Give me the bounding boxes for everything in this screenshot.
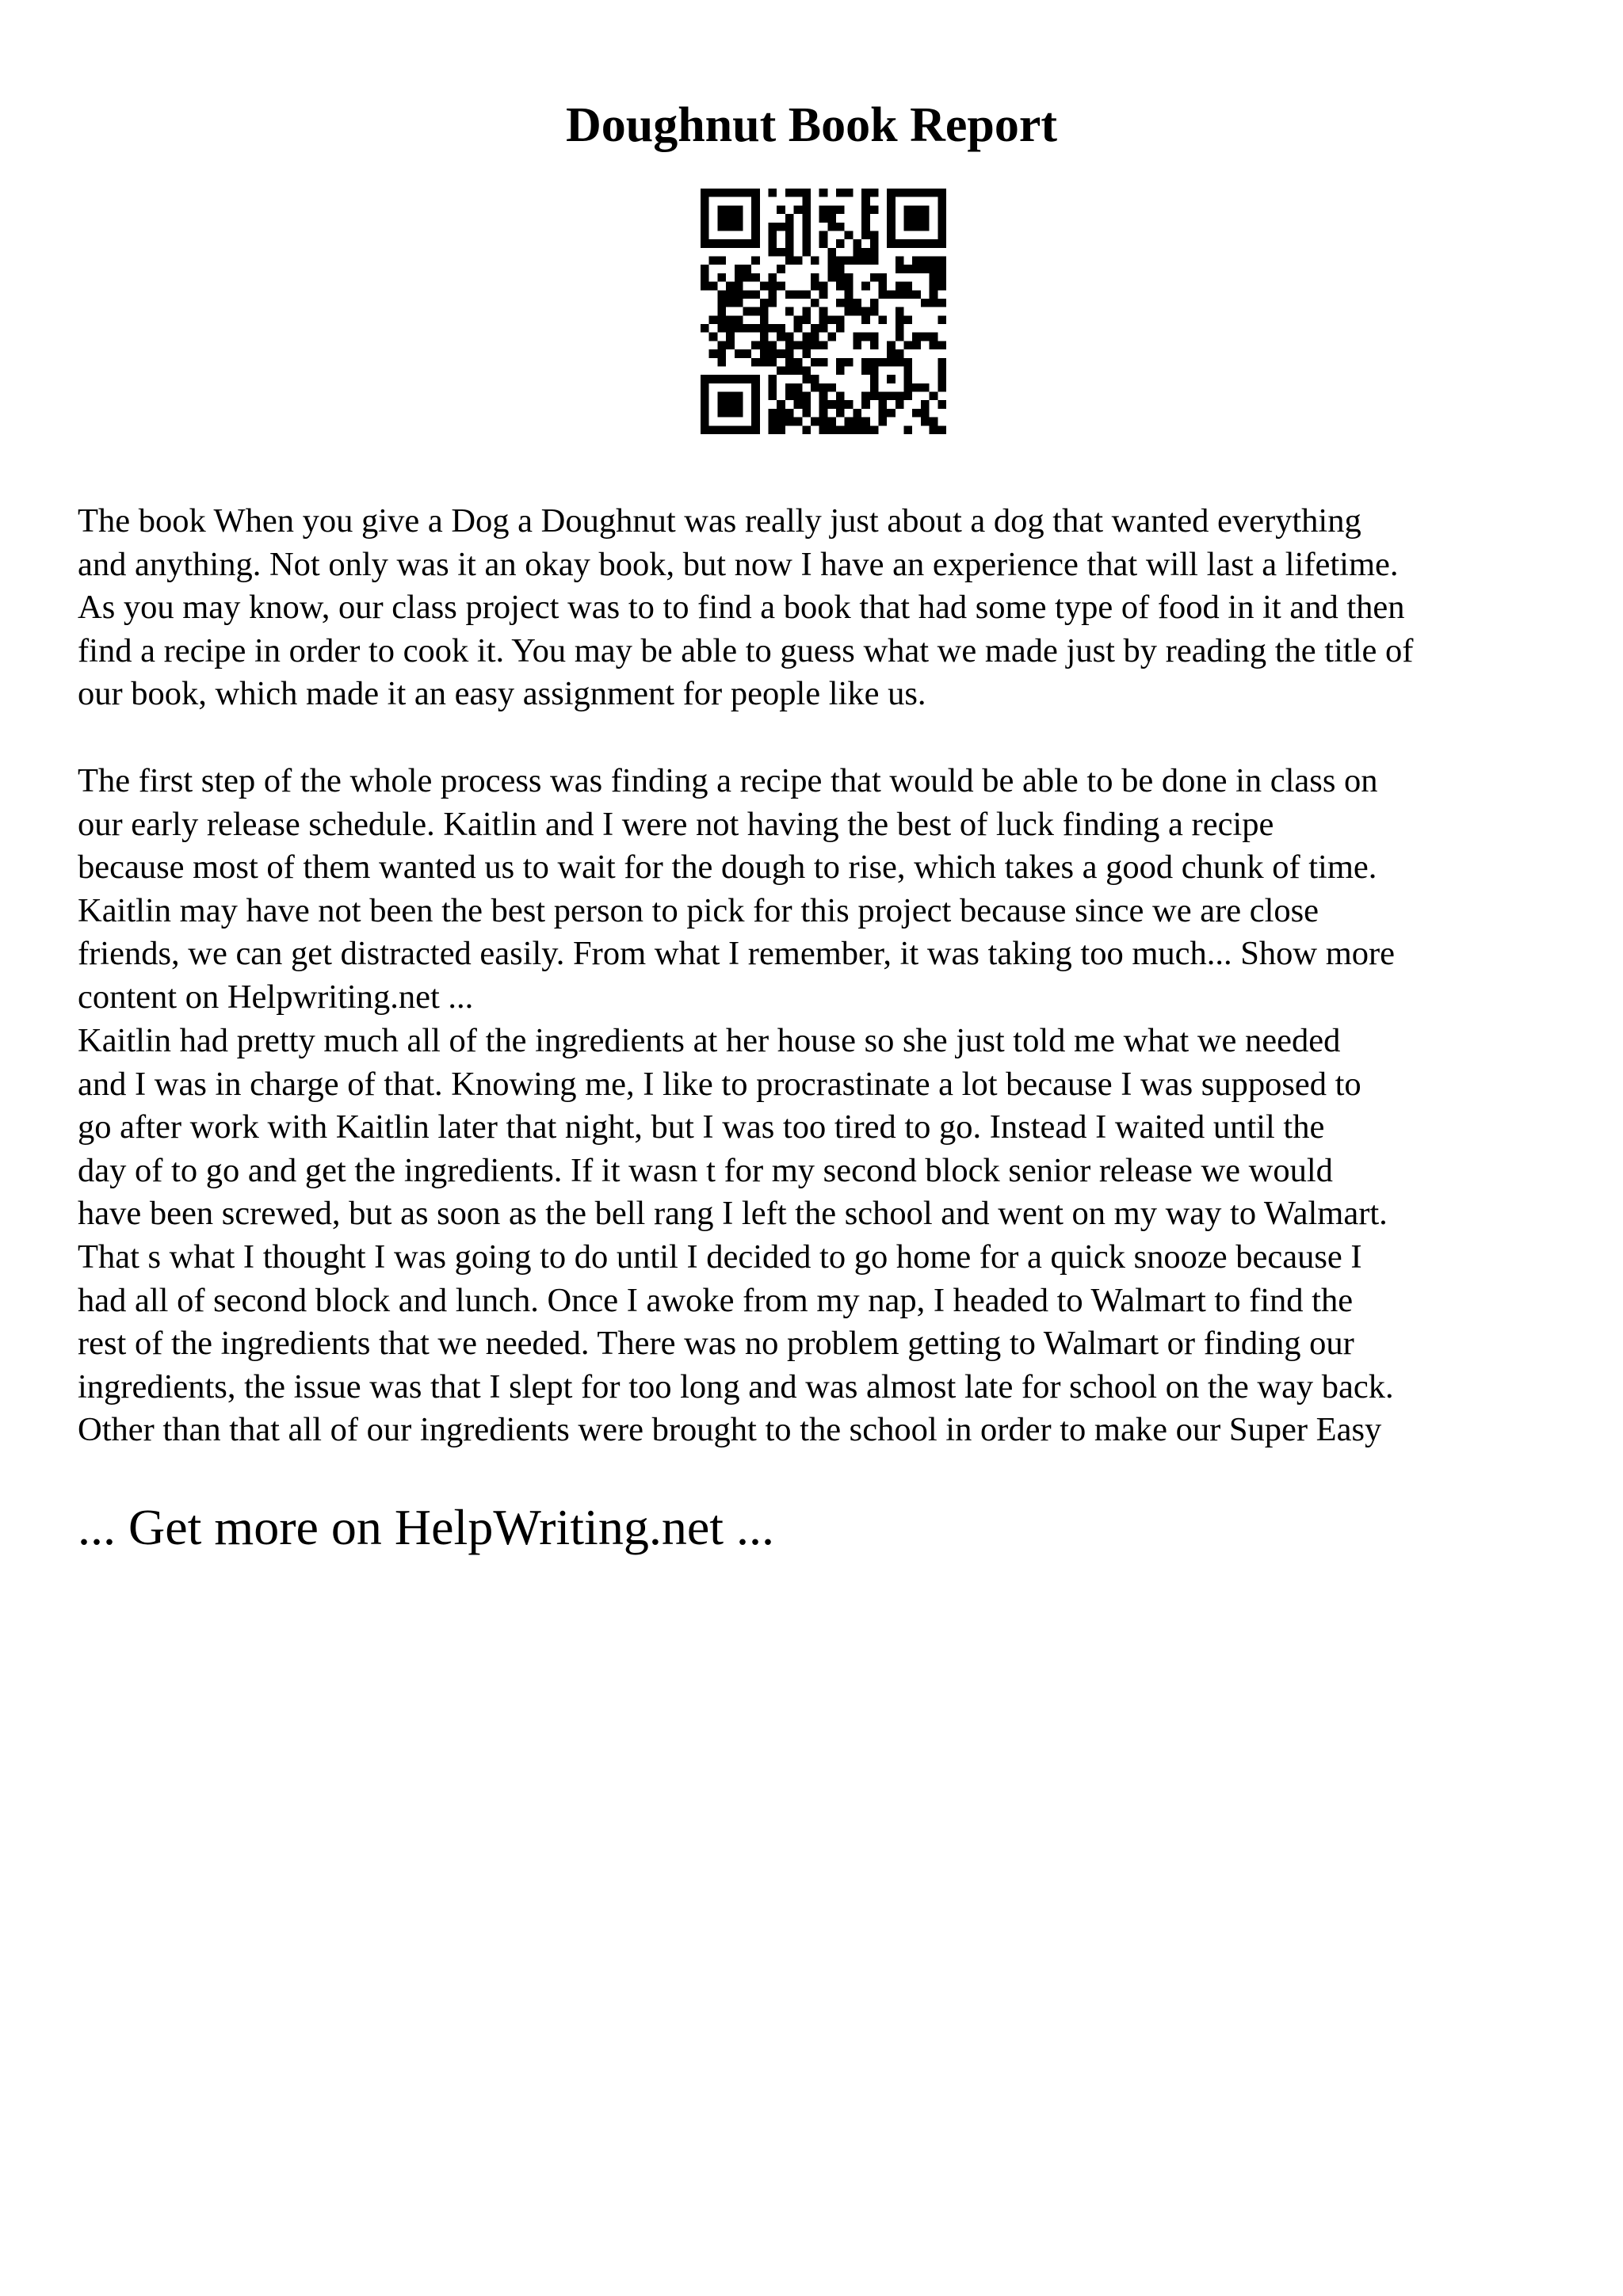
paragraph-1 xyxy=(78,500,1568,716)
paragraph-line: have been screwed, but as soon as the bell rang I left the school and went on my way to Walmart. xyxy=(78,1195,1388,1233)
qr-code-icon xyxy=(701,189,946,434)
paragraph-line: and anything. Not only was it an okay book, but now I have an experience that will last a lifetime. xyxy=(78,545,1399,583)
paragraph-line: go after work with Kaitlin later that night, but I was too tired to go. Instead I waited until the xyxy=(78,1108,1325,1146)
paragraph-line: Kaitlin had pretty much all of the ingredients at her house so she just told me what we needed xyxy=(78,1022,1341,1059)
paragraph-line: had all of second block and lunch. Once I awoke from my nap, I headed to Walmart to find the xyxy=(78,1281,1354,1319)
get-more-link[interactable]: ... Get more on HelpWriting.net ... xyxy=(78,1499,774,1555)
paragraph-line: our book, which made it an easy assignment for people like us. xyxy=(78,675,926,713)
paragraph-line: Other than that all of our ingredients were brought to the school in order to make our Super Easy xyxy=(78,1411,1382,1449)
paragraph-line: find a recipe in order to cook it. You may be able to guess what we made just by reading the title of xyxy=(78,631,1414,669)
paragraph-line[interactable]: friends, we can get distracted easily. From what I remember, it was taking too much... Show more xyxy=(78,935,1396,973)
paragraph-2 xyxy=(78,760,1568,1020)
paragraph-line: because most of them wanted us to wait for the dough to rise, which takes a good chunk of time. xyxy=(78,849,1377,887)
paragraph-line: rest of the ingredients that we needed. There was no problem getting to Walmart or finding our xyxy=(78,1325,1354,1363)
paragraph-3 xyxy=(78,1020,1568,1452)
paragraph-line: The book When you give a Dog a Doughnut was really just about a dog that wanted everything xyxy=(78,502,1361,540)
paragraph-line: Kaitlin may have not been the best person to pick for this project because since we are close xyxy=(78,891,1319,929)
show-more-link[interactable]: content on Helpwriting.net ... xyxy=(78,978,474,1016)
paragraph-line: The first step of the whole process was finding a recipe that would be able to be done in class on xyxy=(78,762,1378,799)
paragraph-line: As you may know, our class project was to to find a book that had some type of food in it and then xyxy=(78,589,1405,627)
paragraph-line: That s what I thought I was going to do until I decided to go home for a quick snooze because I xyxy=(78,1238,1362,1276)
paragraph-line: and I was in charge of that. Knowing me, I like to procrastinate a lot because I was supposed to xyxy=(78,1065,1361,1103)
document-title: Doughnut Book Report xyxy=(565,98,1058,152)
paragraph-line: ingredients, the issue was that I slept for too long and was almost late for school on the way back. xyxy=(78,1367,1394,1405)
paragraph-line: day of to go and get the ingredients. If it wasn t for my second block senior release we would xyxy=(78,1151,1333,1189)
paragraph-line: our early release schedule. Kaitlin and I were not having the best of luck finding a recipe xyxy=(78,805,1274,843)
